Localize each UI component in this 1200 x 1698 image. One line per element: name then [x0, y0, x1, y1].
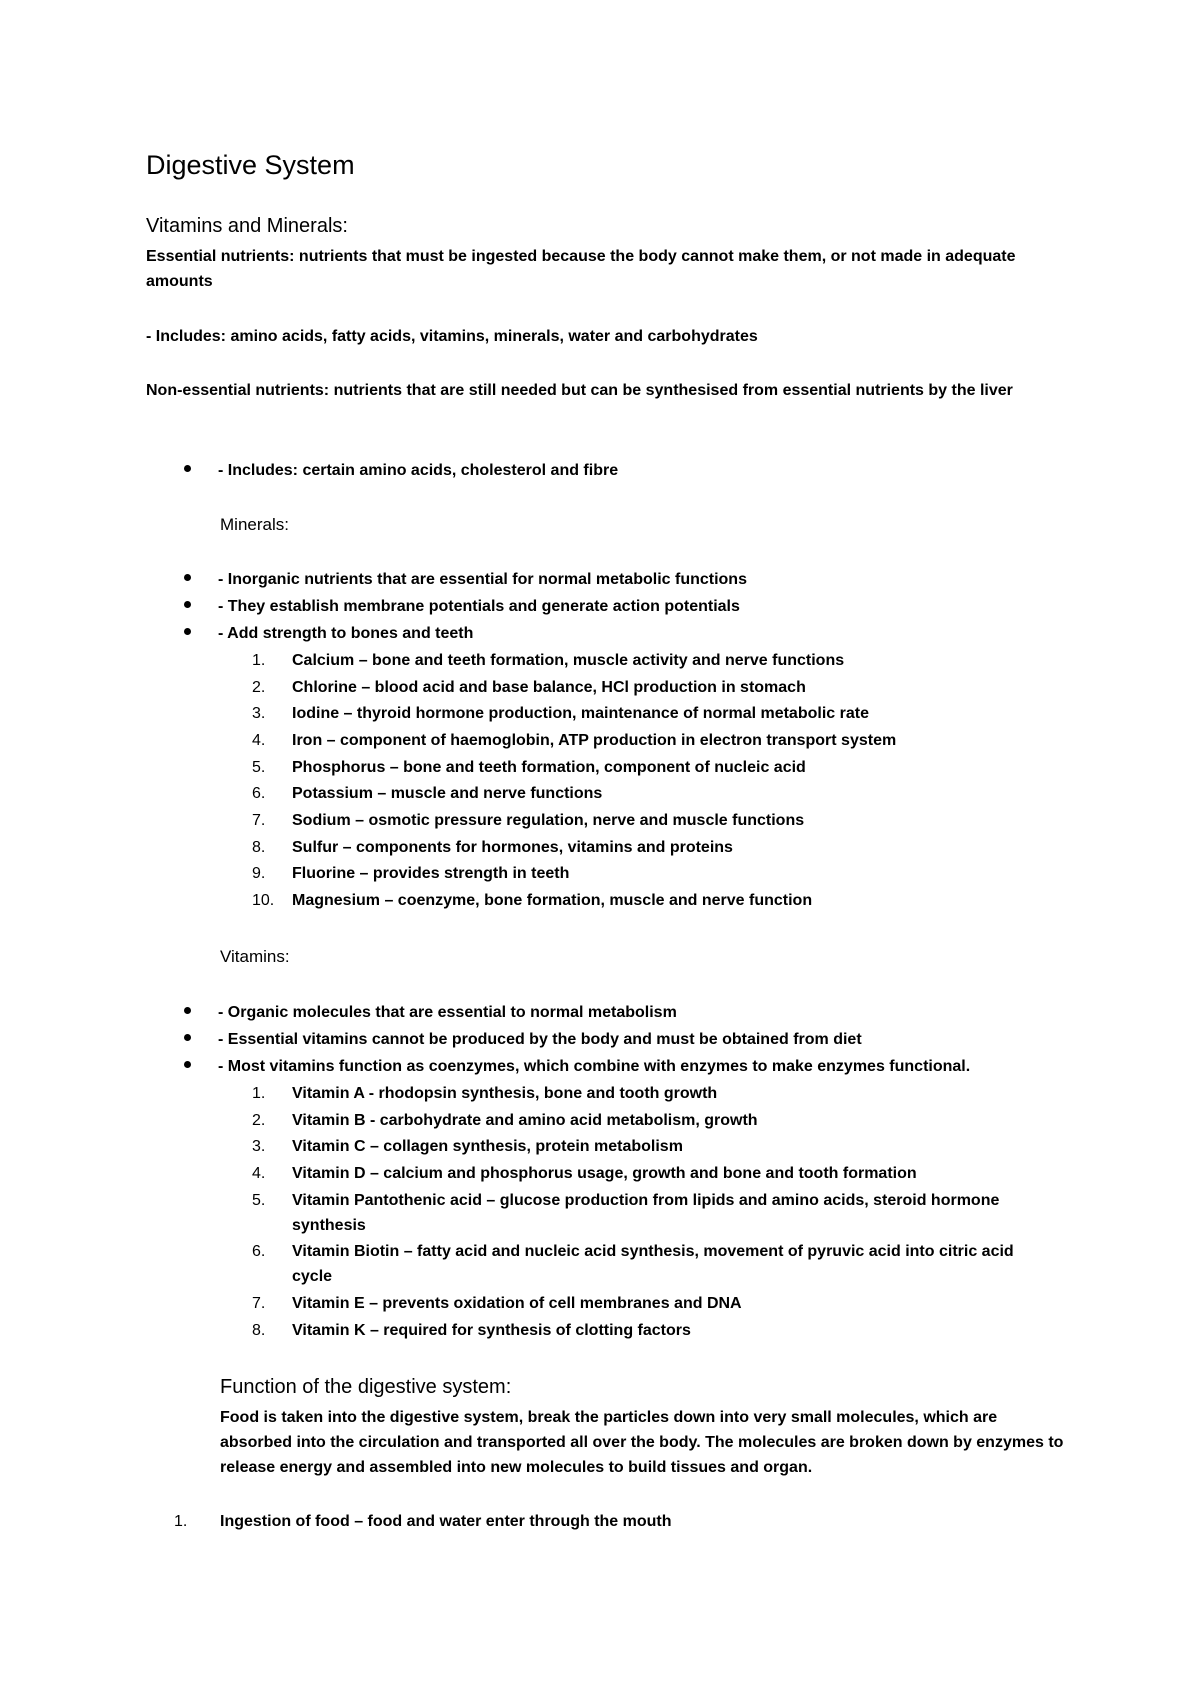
vitamins-minerals-heading: Vitamins and Minerals: — [146, 215, 348, 237]
item-number: 5. — [252, 1192, 266, 1209]
list-item — [184, 458, 618, 483]
item-text: Iron – component of haemoglobin, ATP production in electron transport system — [292, 732, 897, 749]
item-number: 9. — [252, 865, 266, 882]
mineral-item — [252, 861, 1052, 886]
item-number: 10. — [252, 892, 275, 909]
mineral-item — [252, 781, 1052, 806]
bullet-text: - Essential vitamins cannot be produced by the body and must be obtained from diet — [218, 1031, 862, 1048]
item-number: 6. — [252, 1243, 266, 1260]
essential-includes-line: - Includes: amino acids, fatty acids, vitamins, minerals, water and carbohydrates — [146, 328, 758, 345]
mineral-item — [252, 808, 1052, 833]
vitamin-item — [252, 1188, 1052, 1238]
function-item — [174, 1509, 672, 1534]
bullet-icon — [184, 1061, 191, 1068]
bullet-icon — [184, 574, 191, 581]
item-number: 1. — [252, 652, 266, 669]
function-heading: Function of the digestive system: — [220, 1376, 512, 1398]
essential-nutrients-paragraph: Essential nutrients: nutrients that must be ingested because the body cannot make them, or not made in adequate amounts — [146, 248, 1016, 290]
item-number: 7. — [252, 812, 266, 829]
mineral-item — [252, 675, 1052, 700]
nonessential-nutrients-paragraph: Non-essential nutrients: nutrients that are still needed but can be synthesised from essential nutrients by the liver — [146, 382, 1013, 399]
item-number: 8. — [252, 1322, 266, 1339]
list-item — [184, 1027, 862, 1052]
bullet-text: - Most vitamins function as coenzymes, which combine with enzymes to make enzymes functional. — [218, 1058, 971, 1075]
item-number: 1. — [252, 1085, 266, 1102]
vitamin-item — [252, 1108, 1052, 1133]
list-item — [184, 1054, 970, 1079]
item-text: Vitamin D – calcium and phosphorus usage, growth and bone and tooth formation — [292, 1165, 917, 1182]
bullet-icon — [184, 1007, 191, 1014]
item-text: Phosphorus – bone and teeth formation, component of nucleic acid — [292, 759, 806, 776]
mineral-item — [252, 835, 1052, 860]
item-text: Vitamin C – collagen synthesis, protein metabolism — [292, 1138, 683, 1155]
item-number: 2. — [252, 679, 266, 696]
item-text: Vitamin Pantothenic acid – glucose production from lipids and amino acids, steroid hormone synthesis — [292, 1192, 1000, 1234]
item-text: Iodine – thyroid hormone production, maintenance of normal metabolic rate — [292, 705, 869, 722]
item-text: Sodium – osmotic pressure regulation, nerve and muscle functions — [292, 812, 805, 829]
bullet-icon — [184, 601, 191, 608]
item-number: 2. — [252, 1112, 266, 1129]
item-number: 7. — [252, 1295, 266, 1312]
item-number: 4. — [252, 1165, 266, 1182]
item-text: Calcium – bone and teeth formation, muscle activity and nerve functions — [292, 652, 845, 669]
item-number: 1. — [174, 1513, 188, 1530]
item-text: Potassium – muscle and nerve functions — [292, 785, 603, 802]
item-number: 3. — [252, 705, 266, 722]
item-text: Sulfur – components for hormones, vitamins and proteins — [292, 839, 733, 856]
list-item — [184, 621, 473, 646]
item-text: Vitamin K – required for synthesis of clotting factors — [292, 1322, 691, 1339]
bullet-icon — [184, 1034, 191, 1041]
vitamin-item — [252, 1239, 1052, 1289]
mineral-item — [252, 728, 1052, 753]
item-text: Magnesium – coenzyme, bone formation, muscle and nerve function — [292, 892, 813, 909]
vitamin-item — [252, 1161, 1052, 1186]
bullet-icon — [184, 465, 191, 472]
bullet-text: - Add strength to bones and teeth — [218, 625, 474, 642]
item-text: Fluorine – provides strength in teeth — [292, 865, 570, 882]
item-text: Ingestion of food – food and water enter through the mouth — [220, 1513, 672, 1530]
item-text: Vitamin Biotin – fatty acid and nucleic acid synthesis, movement of pyruvic acid into citric acid cycle — [292, 1243, 1014, 1285]
vitamin-item — [252, 1291, 1052, 1316]
vitamin-item — [252, 1134, 1052, 1159]
item-text: Vitamin E – prevents oxidation of cell membranes and DNA — [292, 1295, 742, 1312]
list-item — [184, 1000, 677, 1025]
item-number: 6. — [252, 785, 266, 802]
vitamin-item — [252, 1318, 1052, 1343]
mineral-item — [252, 648, 1052, 673]
item-text: Chlorine – blood acid and base balance, HCl production in stomach — [292, 679, 806, 696]
item-number: 5. — [252, 759, 266, 776]
item-text: Vitamin B - carbohydrate and amino acid metabolism, growth — [292, 1112, 758, 1129]
list-item — [184, 594, 740, 619]
mineral-item — [252, 755, 1052, 780]
bullet-icon — [184, 628, 191, 635]
minerals-label: Minerals: — [220, 515, 289, 534]
item-number: 8. — [252, 839, 266, 856]
page-title: Digestive System — [146, 150, 355, 180]
bullet-text: - Organic molecules that are essential to normal metabolism — [218, 1004, 677, 1021]
vitamin-item — [252, 1081, 1052, 1106]
item-text: Vitamin A - rhodopsin synthesis, bone and tooth growth — [292, 1085, 718, 1102]
bullet-text: - Inorganic nutrients that are essential for normal metabolic functions — [218, 571, 747, 588]
mineral-item — [252, 701, 1052, 726]
vitamins-label: Vitamins: — [220, 947, 290, 966]
function-paragraph: Food is taken into the digestive system, break the particles down into very small molecules, which are absorbed into the circulation and transported all over the body. The molecules are broken down by enzymes to release energy and assembled into new molecules to build tissues and organ. — [220, 1409, 1064, 1476]
bullet-text: - They establish membrane potentials and generate action potentials — [218, 598, 740, 615]
mineral-item — [252, 888, 1052, 913]
bullet-text: - Includes: certain amino acids, cholesterol and fibre — [218, 462, 619, 479]
item-number: 4. — [252, 732, 266, 749]
list-item — [184, 567, 747, 592]
item-number: 3. — [252, 1138, 266, 1155]
